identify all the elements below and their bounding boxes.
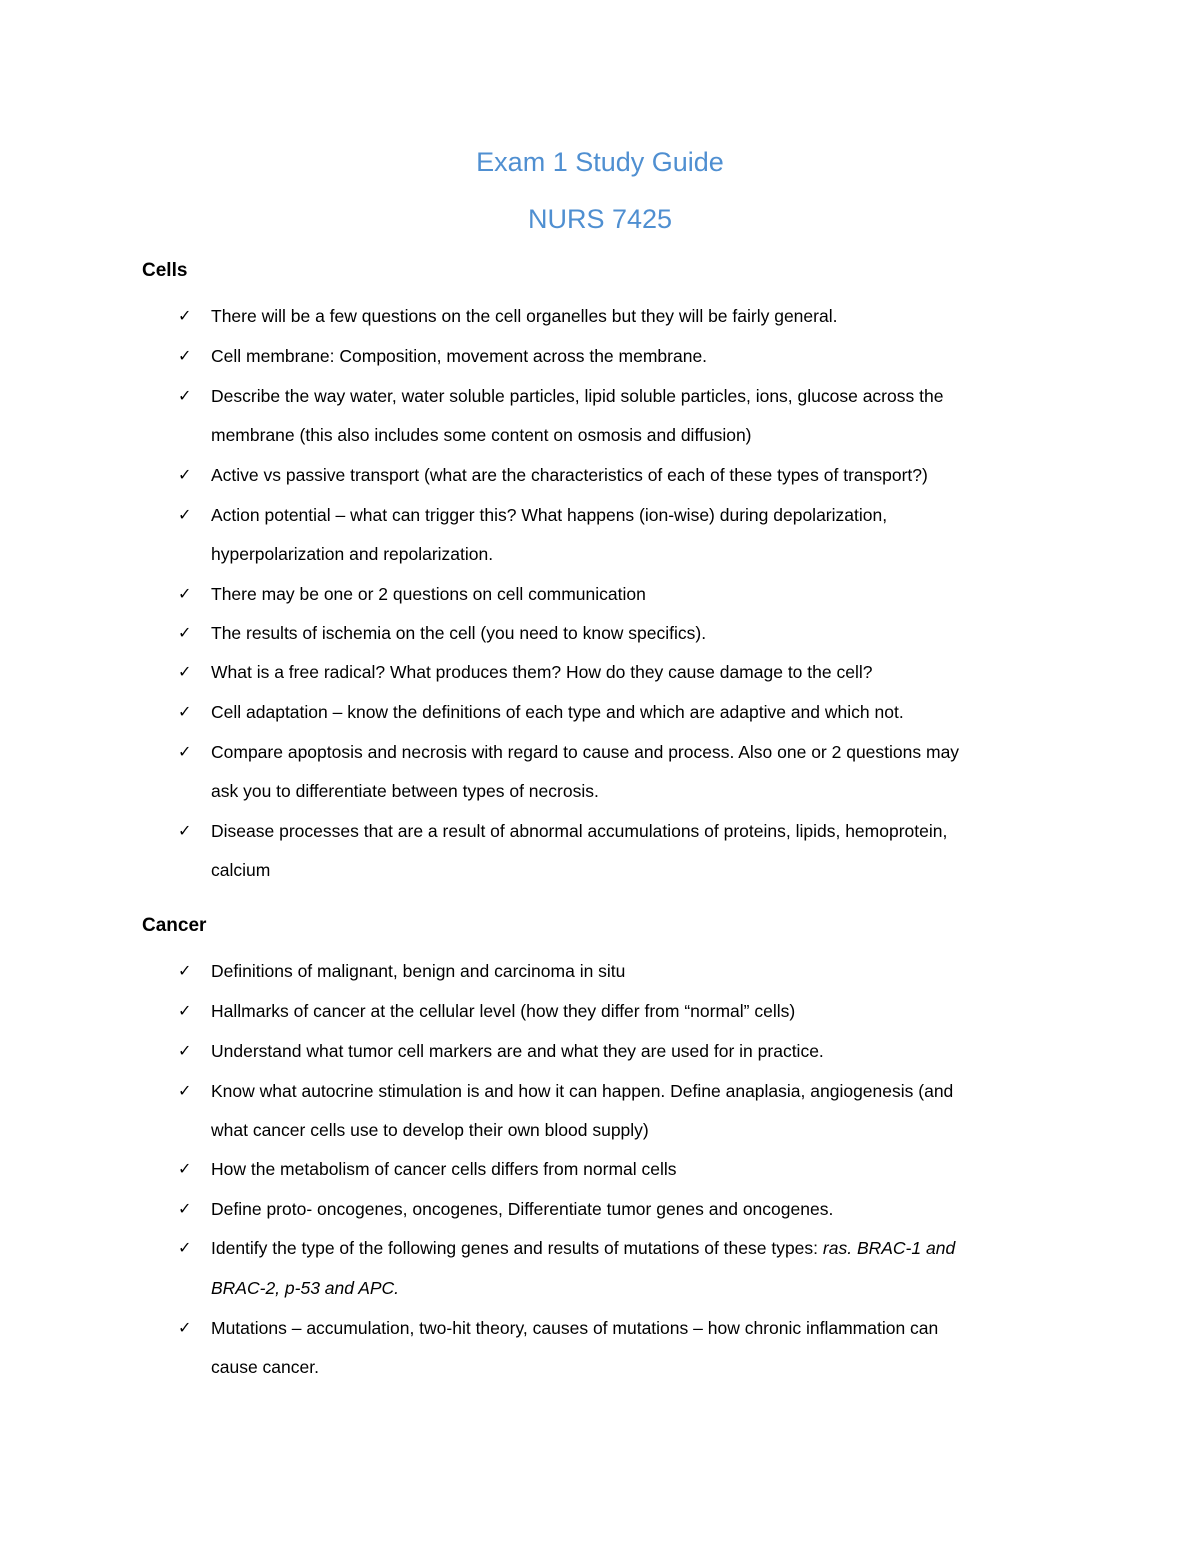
checkmark-icon: ✓: [178, 1199, 192, 1218]
checkmark-icon: ✓: [178, 584, 192, 603]
checklist-item-text: Cell adaptation – know the definitions of each type and which are adaptive and which not.: [211, 702, 904, 722]
checklist-item-text: There may be one or 2 questions on cell communication: [211, 584, 646, 604]
checklist-item-text: hyperpolarization and repolarization.: [211, 544, 494, 564]
checklist-item-text: calcium: [211, 860, 271, 880]
document-title: Exam 1 Study Guide: [476, 147, 724, 177]
checklist-item-text: Active vs passive transport (what are the characteristics of each of these types of transport?): [211, 465, 928, 485]
checklist-item-text: Identify the type of the following genes and results of mutations of these types: ras. BRAC-1 and: [211, 1238, 956, 1258]
checkmark-icon: ✓: [178, 821, 192, 840]
checkmark-icon: ✓: [178, 1081, 192, 1100]
checklist-item-text: What is a free radical? What produces them? How do they cause damage to the cell?: [211, 662, 873, 682]
checkmark-icon: ✓: [178, 1238, 192, 1257]
course-code: NURS 7425: [527, 204, 673, 234]
checkmark-icon: ✓: [178, 386, 192, 405]
checklist-item-text: Know what autocrine stimulation is and how it can happen. Define anaplasia, angiogenesis (and: [211, 1081, 954, 1101]
italic-gene-names: ras. BRAC-1 and: [822, 1238, 956, 1258]
checklist-item-text: There will be a few questions on the cell organelles but they will be fairly general.: [211, 306, 838, 326]
checklist-item-text: Action potential – what can trigger this? What happens (ion-wise) during depolarization,: [211, 505, 888, 525]
checklist-item-text: How the metabolism of cancer cells differs from normal cells: [211, 1159, 677, 1179]
checkmark-icon: ✓: [178, 1041, 192, 1060]
checklist-item-text: Cell membrane: Composition, movement across the membrane.: [211, 346, 708, 366]
checkmark-icon: ✓: [178, 662, 192, 681]
section-heading-cancer: Cancer: [142, 915, 207, 936]
checkmark-icon: ✓: [178, 346, 192, 365]
checklist-item-text: Mutations – accumulation, two-hit theory, causes of mutations – how chronic inflammation can: [211, 1318, 939, 1338]
checkmark-icon: ✓: [178, 961, 192, 980]
checklist-item-text: Definitions of malignant, benign and carcinoma in situ: [211, 961, 626, 981]
checkmark-icon: ✓: [178, 1318, 192, 1337]
section-heading-cells: Cells: [142, 260, 188, 281]
checklist-item-text: ask you to differentiate between types of necrosis.: [211, 781, 599, 801]
checklist-item-text: Understand what tumor cell markers are and what they are used for in practice.: [211, 1041, 824, 1061]
checkmark-icon: ✓: [178, 623, 192, 642]
checkmark-icon: ✓: [178, 742, 192, 761]
checkmark-icon: ✓: [178, 505, 192, 524]
checklist-item-text: Disease processes that are a result of abnormal accumulations of proteins, lipids, hemoprotein,: [211, 821, 948, 841]
checklist-item-text: what cancer cells use to develop their own blood supply): [211, 1120, 649, 1140]
checkmark-icon: ✓: [178, 702, 192, 721]
checklist-item-text: Describe the way water, water soluble particles, lipid soluble particles, ions, glucose across the: [211, 386, 944, 406]
checklist-item-text: cause cancer.: [211, 1357, 319, 1377]
checkmark-icon: ✓: [178, 1001, 192, 1020]
checklist-item-text: Hallmarks of cancer at the cellular level (how they differ from “normal” cells): [211, 1001, 796, 1021]
checkmark-icon: ✓: [178, 1159, 192, 1178]
checkmark-icon: ✓: [178, 306, 192, 325]
checklist-item-text: BRAC-2, p-53 and APC.: [211, 1278, 400, 1298]
checklist-item-text: Define proto- oncogenes, oncogenes, Differentiate tumor genes and oncogenes.: [211, 1199, 834, 1219]
checkmark-icon: ✓: [178, 465, 192, 484]
checklist-item-text: Compare apoptosis and necrosis with regard to cause and process. Also one or 2 questions may: [211, 742, 960, 762]
checklist-item-text: The results of ischemia on the cell (you need to know specifics).: [211, 623, 707, 643]
checklist-item-text: membrane (this also includes some content on osmosis and diffusion): [211, 425, 752, 445]
